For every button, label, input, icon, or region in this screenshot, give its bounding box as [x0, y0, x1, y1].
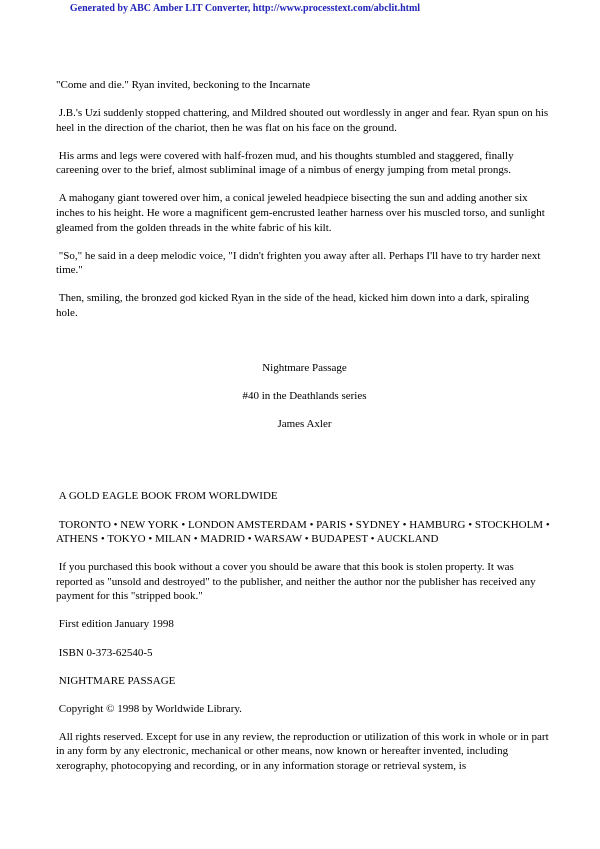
imprint-line: A GOLD EAGLE BOOK FROM WORLDWIDE — [56, 490, 278, 503]
story-paragraph-4: A mahogany giant towered over him, a conical jeweled headpiece bisecting the sun and adding another six inches to his height. He wore a magnificent gem-encrusted leather harness over his muscled torso, and sunlight gleamed from the golden threads in the white fabric of his kilt. — [56, 192, 548, 234]
author-line: James Axler — [277, 418, 332, 431]
book-title: Nightmare Passage — [262, 362, 347, 375]
edition-line: First edition January 1998 — [56, 618, 174, 631]
cities-line: TORONTO • NEW YORK • LONDON AMSTERDAM • PARIS • SYDNEY • HAMBURG • STOCKHOLM • ATHENS • TOKYO • MILAN • MADRID • WARSAW • BUDAPEST • AUCKLAND — [56, 518, 552, 546]
stolen-notice: If you purchased this book without a cover you should be aware that this book is stolen property. It was reported as "unsold and destroyed" to the publisher, and neither the author nor the publisher has received any payment for this "stripped book." — [56, 561, 539, 603]
converter-header-link[interactable]: Generated by ABC Amber LIT Converter, http://www.processtext.com/abclit.html — [69, 3, 421, 14]
series-line: #40 in the Deathlands series — [242, 390, 367, 403]
story-paragraph-6: Then, smiling, the bronzed god kicked Ryan in the side of the head, kicked him down into a dark, spiraling hole. — [56, 292, 532, 320]
story-paragraph-5: "So," he said in a deep melodic voice, "I didn't frighten you away after all. Perhaps I'll have to try harder next time." — [56, 249, 544, 277]
story-paragraph-1: "Come and die." Ryan invited, beckoning to the Incarnate — [56, 79, 311, 91]
vertical-spacer — [56, 445, 553, 489]
document-page — [56, 0, 553, 787]
rights-paragraph: All rights reserved. Except for use in any review, the reproduction or utilization of this work in whole or in part in any form by any electronic, mechanical or other means, now known or hereafter invented, including xerography, photocopying and recording, or in any information storage or retrieval system, is — [56, 730, 552, 773]
isbn-line: ISBN 0-373-62540-5 — [56, 646, 153, 659]
story-paragraph-3: His arms and legs were covered with half-frozen mud, and his thoughts stumbled and staggered, finally careening over to the brief, almost subliminal image of a nimbus of energy jumping from metal prongs. — [56, 149, 517, 177]
copyright-line: Copyright © 1998 by Worldwide Library. — [56, 702, 242, 715]
story-paragraph-2: J.B.'s Uzi suddenly stopped chattering, and Mildred shouted out wordlessly in anger and fear. Ryan spun on his heel in the direction of the chariot, then he was flat on his face on the ground. — [56, 107, 551, 134]
vertical-spacer — [56, 334, 553, 361]
book-title-caps: NIGHTMARE PASSAGE — [56, 674, 176, 687]
